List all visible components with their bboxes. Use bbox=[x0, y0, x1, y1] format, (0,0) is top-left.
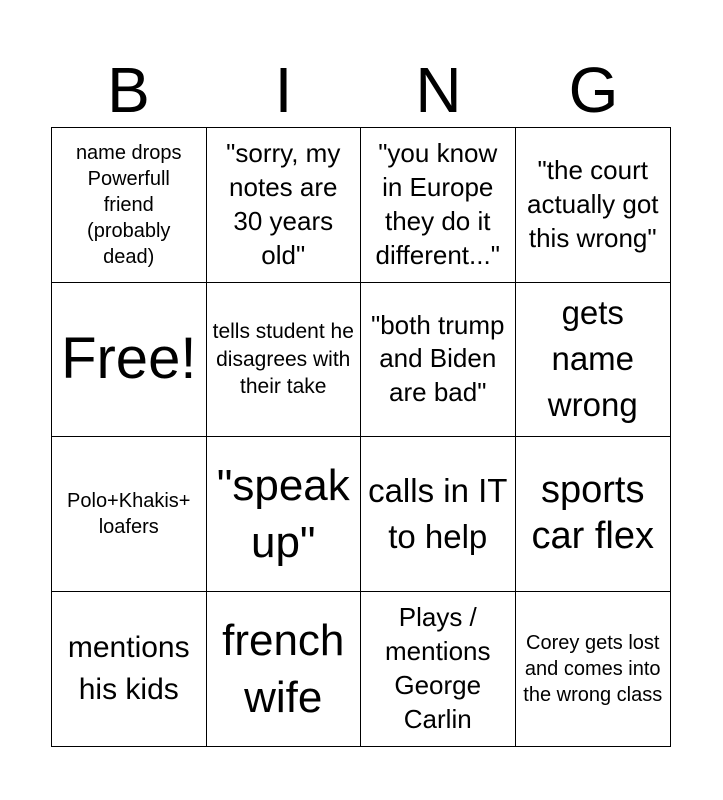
cell-text: "the court actually got this wrong" bbox=[526, 155, 659, 253]
bingo-cell[interactable] bbox=[516, 128, 671, 283]
bingo-cell[interactable] bbox=[207, 128, 362, 283]
bingo-cell[interactable] bbox=[361, 592, 516, 747]
bingo-cell[interactable] bbox=[361, 283, 516, 438]
cell-text: Plays / mentions George Carlin bbox=[385, 602, 491, 734]
bingo-cell[interactable] bbox=[52, 592, 207, 747]
cell-text: sports car flex bbox=[531, 469, 654, 557]
header-letter-g: G bbox=[568, 54, 619, 126]
header-letter-n: N bbox=[415, 54, 462, 126]
bingo-header bbox=[51, 52, 671, 128]
bingo-cell[interactable] bbox=[52, 437, 207, 592]
header-letter-b: B bbox=[107, 54, 150, 126]
cell-text: name drops Powerfull friend (probably dead) bbox=[75, 141, 182, 268]
bingo-cell[interactable] bbox=[516, 437, 671, 592]
cell-text: gets name wrong bbox=[547, 293, 638, 424]
bingo-cell[interactable] bbox=[361, 437, 516, 592]
cell-text: "sorry, my notes are 30 years old" bbox=[226, 138, 341, 270]
cell-text: tells student he disagrees with their take bbox=[212, 320, 354, 398]
cell-text: "both trump and Biden are bad" bbox=[370, 309, 505, 408]
cell-text: calls in IT to help bbox=[368, 471, 508, 555]
header-letter-i: I bbox=[274, 54, 293, 126]
bingo-cell[interactable] bbox=[207, 592, 362, 747]
cell-text: mentions his kids bbox=[67, 630, 190, 706]
cell-text: "you know in Europe they do it different..." bbox=[375, 138, 500, 270]
bingo-cell[interactable] bbox=[207, 283, 362, 438]
bingo-cell[interactable] bbox=[516, 283, 671, 438]
bingo-cell[interactable] bbox=[52, 128, 207, 283]
cell-text: Polo+Khakis+ loafers bbox=[67, 489, 191, 538]
bingo-cell[interactable] bbox=[516, 592, 671, 747]
cell-text: french wife bbox=[222, 615, 345, 722]
bingo-cell[interactable] bbox=[361, 128, 516, 283]
bingo-cell-free[interactable] bbox=[52, 283, 207, 438]
cell-text: Corey gets lost and comes into the wrong class bbox=[523, 631, 663, 706]
cell-text: Free! bbox=[61, 325, 197, 391]
bingo-cell[interactable] bbox=[207, 437, 362, 592]
bingo-card-grid bbox=[51, 127, 671, 747]
cell-text: "speak up" bbox=[216, 460, 350, 567]
